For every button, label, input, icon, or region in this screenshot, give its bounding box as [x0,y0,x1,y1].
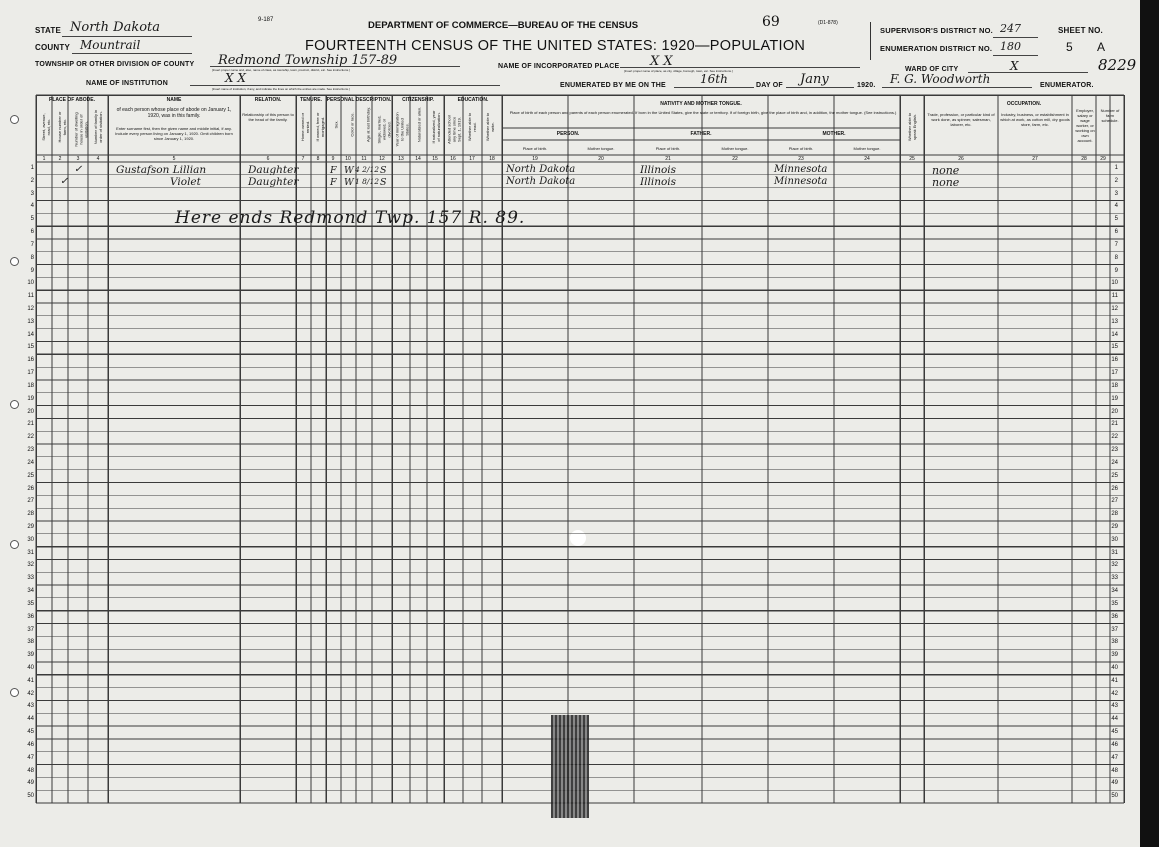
father-birthplace-cell: Illinois [640,164,677,176]
supervisor-label: SUPERVISOR'S DISTRICT NO. [880,26,993,35]
page-mark: 8229 [1098,56,1137,74]
line-number: 45 [1111,729,1118,736]
line-number: 3 [1114,190,1118,197]
line-number: 18 [1111,382,1118,389]
line-number: 7 [1114,241,1118,248]
father-birthplace-head: Place of birth. [655,146,681,151]
sex-cell: F [330,177,337,188]
line-number: 33 [1111,575,1118,582]
line-number: 10 [27,280,34,287]
industry-head: Industry, business, or establishment in which at work, as cotton mill, dry goods store, farm, etc. [1000,112,1070,127]
name-cell: Violet [170,176,201,188]
sex-cell: F [330,165,337,176]
department-heading: DEPARTMENT OF COMMERCE—BUREAU OF THE CENSUS [368,20,639,31]
line-number: 4 [30,203,34,210]
father-birthplace-cell: Illinois [640,176,677,188]
mother-birthplace-head: Place of birth. [788,146,814,151]
line-number: 12 [1111,306,1118,313]
line-number: 29 [27,523,34,530]
township-note: [Insert proper name and, also, name of class, as township, town, precinct, district, etc. See instructions.] [212,68,350,72]
line-number: 40 [27,664,34,671]
line-number: 31 [27,549,34,556]
column-number: 19 [532,156,538,162]
line-number: 26 [27,485,34,492]
line-number: 25 [1111,472,1118,479]
line-number: 23 [1111,447,1118,454]
house-number-head: House number or farm, etc. [57,111,67,143]
enum-district-value: 180 [1000,40,1021,53]
group-father: FATHER. [690,131,712,137]
school-head: Attended school any time since Sept. 1, 1919. [446,115,462,144]
immigration-head: Year of immigration to the United States. [394,112,410,147]
sex-head: Sex. [333,120,339,129]
dwelling-head: Number of dwelling house in order of visitation. [73,112,89,147]
column-number: 17 [469,156,475,162]
check-mark: ✓ [60,176,69,187]
naturalization-year-head: If naturalized, year of naturalization. [431,110,441,144]
line-number: 20 [27,408,34,415]
line-number: 2 [30,177,34,184]
line-number: 30 [1111,536,1118,543]
age-cell: 4 2/12 [355,165,379,174]
line-number: 23 [27,447,34,454]
nativity-description: Place of birth of each person and parents of each person enumerated. If born in the United States, give the state or territory. If of foreign birth, give the place of birth and, in addition, the mother tongue. (See instructions.) [509,110,897,115]
column-number: 28 [1081,156,1087,162]
line-number: 20 [1111,408,1118,415]
column-number: 26 [958,156,964,162]
line-number: 9 [1114,267,1118,274]
line-number: 35 [1111,600,1118,607]
group-mother: MOTHER. [822,131,846,137]
line-number: 10 [1111,280,1118,287]
line-number: 13 [1111,318,1118,325]
relation-cell: Daughter [248,176,299,188]
line-number: 47 [1111,754,1118,761]
column-number: 7 [301,156,305,162]
line-number: 38 [27,639,34,646]
line-number: 50 [1111,793,1118,800]
line-number: 49 [1111,780,1118,787]
color-cell: W [344,165,354,176]
column-number: 29 [1100,156,1106,162]
line-number: 39 [1111,652,1118,659]
write-head: Whether able to write. [485,112,495,142]
naturalized-head: Naturalized or alien. [416,106,422,143]
relation-cell: Daughter [248,164,299,176]
column-number: 3 [76,156,80,162]
line-number: 5 [1114,216,1118,223]
group-occupation: OCCUPATION. [1006,101,1042,107]
line-number: 7 [30,241,34,248]
line-number: 26 [1111,485,1118,492]
column-number: 16 [450,156,456,162]
line-number: 24 [1111,459,1118,466]
color-head: Color or race. [349,112,355,137]
institution-label: NAME OF INSTITUTION [86,80,168,87]
line-number: 22 [27,434,34,441]
column-number: 11 [361,156,367,162]
line-number: 34 [27,588,34,595]
column-number: 14 [415,156,421,162]
line-number: 41 [1111,677,1118,684]
line-number: 28 [1111,511,1118,518]
column-number: 15 [432,156,438,162]
supervisor-value: 247 [1000,22,1021,35]
group-name: NAME [166,97,182,103]
line-number: 3 [30,190,34,197]
census-title: FOURTEENTH CENSUS OF THE UNITED STATES: 1920—POPULATION [305,38,806,54]
place-label: NAME OF INCORPORATED PLACE [498,63,620,70]
enumerated-label: ENUMERATED BY ME ON THE [560,82,666,89]
line-number: 11 [27,293,34,300]
line-number: 41 [27,677,34,684]
group-personal: PERSONAL DESCRIPTION. [326,97,392,103]
column-number: 18 [489,156,495,162]
enum-district-label: ENUMERATION DISTRICT NO. [880,44,993,53]
column-number: 10 [345,156,351,162]
age-cell: 1 8/12 [355,177,379,186]
mother-birthplace-cell: Minnesota [774,164,828,175]
line-number: 19 [1111,395,1118,402]
line-number: 30 [27,536,34,543]
group-place-of-abode: PLACE OF ABODE. [49,97,95,103]
sheet-letter: A [1097,40,1106,54]
check-mark: ✓ [74,164,83,175]
employer-head: Employer, salary or wage worker, or working on own account. [1075,108,1095,143]
column-number: 1 [42,156,46,162]
line-number: 15 [1111,344,1118,351]
line-number: 42 [1111,690,1118,697]
line-number: 22 [1111,434,1118,441]
family-head: Number of family in order of visitation. [93,109,103,145]
line-number: 47 [27,754,34,761]
line-number: 16 [27,357,34,364]
stamp-number: 69 [762,14,780,30]
mortgaged-head: If owned, free or mortgaged. [315,112,325,142]
marital-cell: S [380,177,387,188]
line-number: 40 [1111,664,1118,671]
line-number: 15 [27,344,34,351]
column-number: 22 [732,156,738,162]
line-number: 21 [27,421,34,428]
sheet-label: SHEET NO. [1058,26,1103,35]
line-number: 14 [27,331,34,338]
name-cell: Gustafson Lillian [116,164,207,176]
column-number: 5 [172,156,176,162]
group-relation: RELATION. [254,97,282,103]
line-number: 9 [30,267,34,274]
line-number: 1 [1114,165,1118,171]
line-number: 6 [30,229,34,236]
enumerated-month: Jany [800,72,829,87]
institution-value: X X [225,71,246,85]
column-number: 21 [665,156,671,162]
line-number: 43 [1111,703,1118,710]
column-number: 2 [58,156,62,162]
marital-cell: S [380,165,387,176]
line-number: 36 [27,613,34,620]
line-number: 32 [1111,562,1118,569]
age-head: Age at last birthday. [365,106,371,143]
line-number: 37 [27,626,34,633]
place-value: X X [650,54,673,69]
line-number: 32 [27,562,34,569]
line-number: 6 [1114,229,1118,236]
year-label: 1920. [857,82,876,89]
line-number: 11 [1111,293,1118,300]
line-number: 19 [27,395,34,402]
line-number: 18 [27,382,34,389]
column-number: 9 [331,156,335,162]
column-number: 24 [864,156,870,162]
birthplace-cell: North Dakota [506,176,576,187]
line-number: 8 [30,254,34,261]
line-number: 44 [27,716,34,723]
day-of-label: DAY OF [756,82,783,89]
form-number: 9-187 [258,17,274,23]
street-head: Street, avenue, road, etc. [41,113,51,141]
line-number: 42 [27,690,34,697]
enumerator-label: ENUMERATOR. [1040,82,1094,89]
enumerator-name: F. G. Woodworth [890,72,991,86]
line-number: 45 [27,729,34,736]
group-education: EDUCATION. [457,97,489,103]
line-number: 5 [30,216,34,223]
color-cell: W [344,177,354,188]
line-number: 34 [1111,588,1118,595]
line-number: 27 [1111,498,1118,505]
relation-description: Relationship of this person to the head of the family. [242,112,294,122]
column-number: 20 [598,156,604,162]
state-value: North Dakota [70,20,160,35]
person-birthplace-head: Place of birth. [522,146,548,151]
line-number: 17 [27,370,34,377]
line-number: 13 [27,318,34,325]
county-value: Mountrail [80,38,141,52]
scan-smudge [551,715,589,818]
enumerated-day: 16th [700,72,728,86]
ward-label: WARD OF CITY [905,66,959,73]
line-number: 46 [1111,741,1118,748]
form-code: (D1-878) [818,20,838,26]
line-number: 38 [1111,639,1118,646]
group-person: PERSON. [556,131,580,137]
farm-schedule-head: Number of farm schedule. [1100,108,1120,123]
birthplace-cell: North Dakota [506,164,576,175]
line-number: 17 [1111,370,1118,377]
column-number: 6 [266,156,270,162]
marital-head: Single, married, widowed, or divorced. [376,115,392,144]
ward-value: X [1010,59,1019,73]
line-number: 33 [27,575,34,582]
line-number: 44 [1111,716,1118,723]
line-number: 24 [27,459,34,466]
place-note: [Insert proper name of place, as city, village, borough, town, etc. See instructions.] [624,69,733,73]
line-number: 39 [27,652,34,659]
father-tongue-head: Mother tongue. [721,146,749,151]
line-number: 49 [27,780,34,787]
column-number: 4 [96,156,100,162]
township-value: Redmond Township 157-89 [218,53,398,68]
line-number: 27 [27,498,34,505]
group-nativity: NATIVITY AND MOTHER TONGUE. [660,101,742,107]
read-head: Whether able to read. [467,112,477,142]
line-number: 2 [1114,177,1118,184]
home-owned-head: Home owned or rented. [300,112,310,142]
scan-border [1140,0,1159,847]
column-number: 8 [316,156,320,162]
institution-note: [Insert name of institution, if any, and indicate the lines on which the entries are made. See instructions.] [212,87,350,91]
mother-birthplace-cell: Minnesota [774,176,828,187]
line-number: 29 [1111,523,1118,530]
mother-tongue-head: Mother tongue. [853,146,881,151]
column-number: 23 [798,156,804,162]
person-tongue-head: Mother tongue. [587,146,615,151]
column-number: 13 [398,156,404,162]
name-description: of each person whose place of abode on January 1, 1920, was in this family. [116,107,232,119]
trade-head: Trade, profession, or particular kind of work done, as spinner, salesman, laborer, etc. [927,112,995,127]
speak-english-head: Whether able to speak English. [907,112,917,142]
line-number: 8 [1114,254,1118,261]
line-number: 28 [27,511,34,518]
occupation-cell: none [932,164,960,177]
line-number: 43 [27,703,34,710]
line-number: 31 [1111,549,1118,556]
line-number: 50 [27,793,34,800]
line-number: 16 [1111,357,1118,364]
line-number: 48 [1111,767,1118,774]
sheet-number: 5 [1066,40,1073,54]
line-number: 14 [1111,331,1118,338]
line-number: 25 [27,472,34,479]
township-label: TOWNSHIP OR OTHER DIVISION OF COUNTY [35,61,195,68]
column-number: 25 [909,156,915,162]
group-citizenship: CITIZENSHIP. [402,97,434,103]
state-label: STATE [35,26,62,35]
line-number: 1 [30,165,34,171]
line-number: 21 [1111,421,1118,428]
column-number: 27 [1032,156,1038,162]
line-number: 37 [1111,626,1118,633]
line-number: 35 [27,600,34,607]
line-number: 46 [27,741,34,748]
group-tenure: TENURE. [300,97,322,103]
column-number: 12 [379,156,385,162]
occupation-cell: none [932,176,960,189]
line-number: 48 [27,767,34,774]
end-note: Here ends Redmond Twp. 157 R. 89. [175,208,526,228]
county-label: COUNTY [35,43,70,52]
line-number: 12 [27,306,34,313]
line-number: 4 [1114,203,1118,210]
name-instructions: Enter surname first, then the given name and middle initial, if any. Include every person living on January 1, 1920. Omit children born since January 1, 1920. [115,126,233,141]
line-number: 36 [1111,613,1118,620]
